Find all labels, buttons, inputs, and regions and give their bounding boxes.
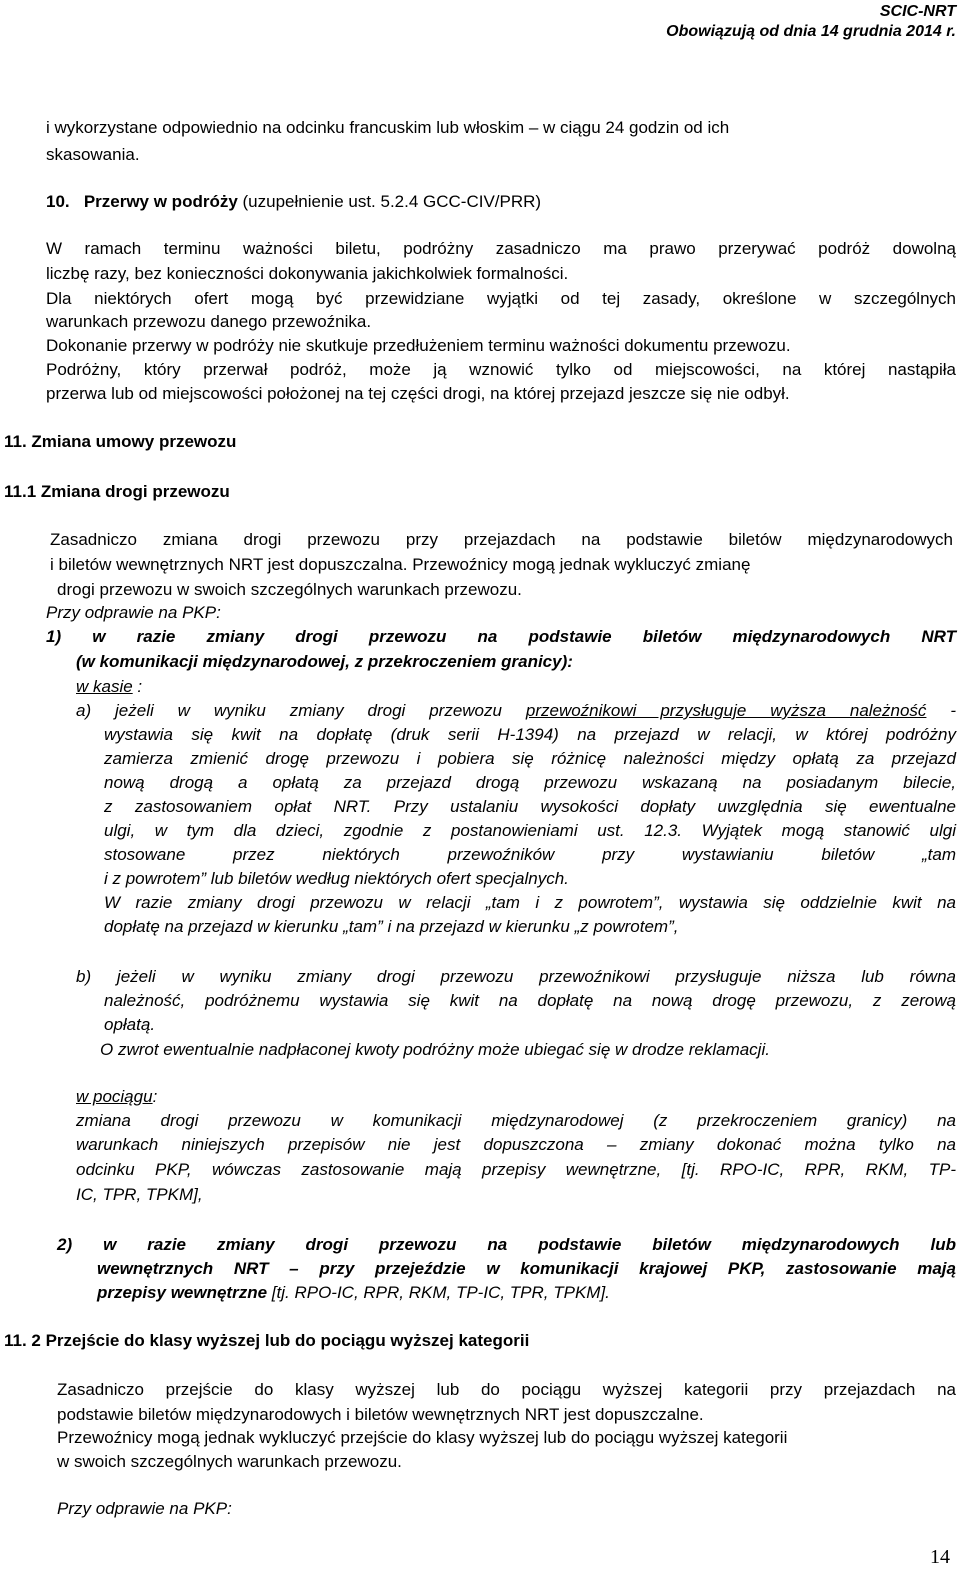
paragraph-line: W ramach terminu ważności biletu, podróżny zasadniczo ma prawo przerywać podróż dowolną bbox=[46, 239, 956, 258]
paragraph-line: Dla niektórych ofert mogą być przewidziane wyjątki od tej zasady, określone w szczególnych bbox=[46, 289, 956, 308]
header-effective-date: Obowiązują od dnia 14 grudnia 2014 r. bbox=[666, 23, 956, 40]
header-code: SCIC-NRT bbox=[879, 3, 956, 20]
train-line: warunkach niniejszych przepisów nie jest dopuszczona – zmiany dokonać można tylko na bbox=[76, 1135, 956, 1154]
item-2-line: 2) w razie zmiany drogi przewozu na podstawie biletów międzynarodowych lub bbox=[57, 1235, 956, 1254]
section-number: 10. bbox=[46, 192, 70, 211]
item-a-line: z zastosowaniem opłat NRT. Przy ustalaniu wysokości dopłaty uwzględnia się ewentualne bbox=[104, 797, 956, 816]
w-pociagu-label: w pociągu: bbox=[76, 1087, 158, 1106]
paragraph-line: liczbę razy, bez konieczności dokonywania jakichkolwiek formalności. bbox=[46, 264, 569, 283]
section-11-heading: 11. Zmiana umowy przewozu bbox=[4, 432, 237, 451]
section-11-2-heading: 11. 2 Przejście do klasy wyższej lub do pociągu wyższej kategorii bbox=[4, 1331, 530, 1350]
w-kasie-label: w kasie : bbox=[76, 677, 143, 696]
intro-line: i wykorzystane odpowiednio na odcinku francuskim lub włoskim – w ciągu 24 godzin od ich bbox=[46, 118, 730, 137]
paragraph-line: Zasadniczo zmiana drogi przewozu przy przejazdach na podstawie biletów międzynarodowych bbox=[50, 530, 953, 549]
paragraph-line: przerwa lub od miejscowości położonej na tej części drogi, na której przejazd jeszcze się nie odbył. bbox=[46, 384, 790, 403]
pkp-label: Przy odprawie na PKP: bbox=[57, 1499, 232, 1518]
item-a-line: a) jeżeli w wyniku zmiany drogi przewozu przewoźnikowi przysługuje wyższa należność - bbox=[76, 701, 956, 720]
item-a-line: stosowane przez niektórych przewoźników przy wystawianiu biletów „tam bbox=[104, 845, 956, 864]
page-number: 14 bbox=[930, 1546, 950, 1568]
item-a-line: zamierza zmienić drogę przewozu i pobiera się różnicę należności między opłatą za przejazd bbox=[104, 749, 956, 768]
item-2-line: wewnętrznych NRT – przy przejeździe w komunikacji krajowej PKP, zastosowanie mają bbox=[97, 1259, 956, 1278]
item-1-line: 1) w razie zmiany drogi przewozu na podstawie biletów międzynarodowych NRT bbox=[46, 627, 956, 646]
section-title: Przerwy w podróży bbox=[83, 192, 238, 211]
paragraph-line: podstawie biletów międzynarodowych i biletów wewnętrznych NRT jest dopuszczalne. bbox=[57, 1405, 704, 1424]
train-line: odcinku PKP, wówczas zastosowanie mają przepisy wewnętrzne, [tj. RPO-IC, RPR, RKM, TP- bbox=[76, 1160, 956, 1179]
section-reference: (uzupełnienie ust. 5.2.4 GCC-CIV/PRR) bbox=[237, 192, 542, 211]
paragraph-line: Zasadniczo przejście do klasy wyższej lub do pociągu wyższej kategorii przy przejazdach na bbox=[57, 1380, 956, 1399]
section-10-heading bbox=[46, 192, 541, 212]
item-1-line: (w komunikacji międzynarodowej, z przekroczeniem granicy): bbox=[76, 652, 573, 671]
item-2-line: przepisy wewnętrzne [tj. RPO-IC, RPR, RKM, TP-IC, TPR, TPKM]. bbox=[97, 1283, 610, 1302]
train-line: zmiana drogi przewozu w komunikacji międzynarodowej (z przekroczeniem granicy) na bbox=[76, 1111, 956, 1130]
intro-line: skasowania. bbox=[46, 145, 140, 164]
paragraph-line: warunkach przewozu danego przewoźnika. bbox=[46, 312, 372, 331]
item-a-line: ulgi, w tym dla dzieci, zgodnie z postanowieniami ust. 12.3. Wyjątek mogą stanowić ulgi bbox=[104, 821, 956, 840]
paragraph-line: w swoich szczególnych warunkach przewozu. bbox=[57, 1452, 402, 1471]
paragraph-line: Podróżny, który przerwał podróż, może ją wznowić tylko od miejscowości, na której nastąpiła bbox=[46, 360, 956, 379]
item-a-line: dopłatę na przejazd w kierunku „tam” i na przejazd w kierunku „z powrotem”, bbox=[104, 917, 679, 936]
pkp-label: Przy odprawie na PKP: bbox=[46, 603, 221, 622]
section-11-1-heading: 11.1 Zmiana drogi przewozu bbox=[4, 482, 230, 501]
paragraph-line: drogi przewozu w swoich szczególnych warunkach przewozu. bbox=[57, 580, 522, 599]
item-b-line: należność, podróżnemu wystawia się kwit na dopłatę na nową drogę przewozu, z zerową bbox=[104, 991, 956, 1010]
item-a-line: wystawia się kwit na dopłatę (druk serii H-1394) na przejazd w relacji, w której podróżny bbox=[104, 725, 956, 744]
paragraph-line: i biletów wewnętrznych NRT jest dopuszczalna. Przewoźnicy mogą jednak wykluczyć zmianę bbox=[50, 555, 751, 574]
train-line: IC, TPR, TPKM], bbox=[76, 1185, 203, 1204]
paragraph-line: Przewoźnicy mogą jednak wykluczyć przejście do klasy wyższej lub do pociągu wyższej kategorii bbox=[57, 1428, 788, 1447]
item-a-line: nową drogą a opłatą za przejazd drogą przewozu wskazaną na posiadanym bilecie, bbox=[104, 773, 956, 792]
item-b-line: opłatą. bbox=[104, 1015, 156, 1034]
item-a-line: W razie zmiany drogi przewozu w relacji „tam i z powrotem”, wystawia się oddzielnie kwit na bbox=[104, 893, 956, 912]
item-b-note: O zwrot ewentualnie nadpłaconej kwoty podróżny może ubiegać się w drodze reklamacji. bbox=[100, 1040, 770, 1059]
paragraph-line: Dokonanie przerwy w podróży nie skutkuje przedłużeniem terminu ważności dokumentu przewozu. bbox=[46, 336, 791, 355]
item-a-line: i z powrotem” lub biletów według niektórych ofert specjalnych. bbox=[104, 869, 569, 888]
item-b-line: b) jeżeli w wyniku zmiany drogi przewozu przewoźnikowi przysługuje niższa lub równa bbox=[76, 967, 956, 986]
